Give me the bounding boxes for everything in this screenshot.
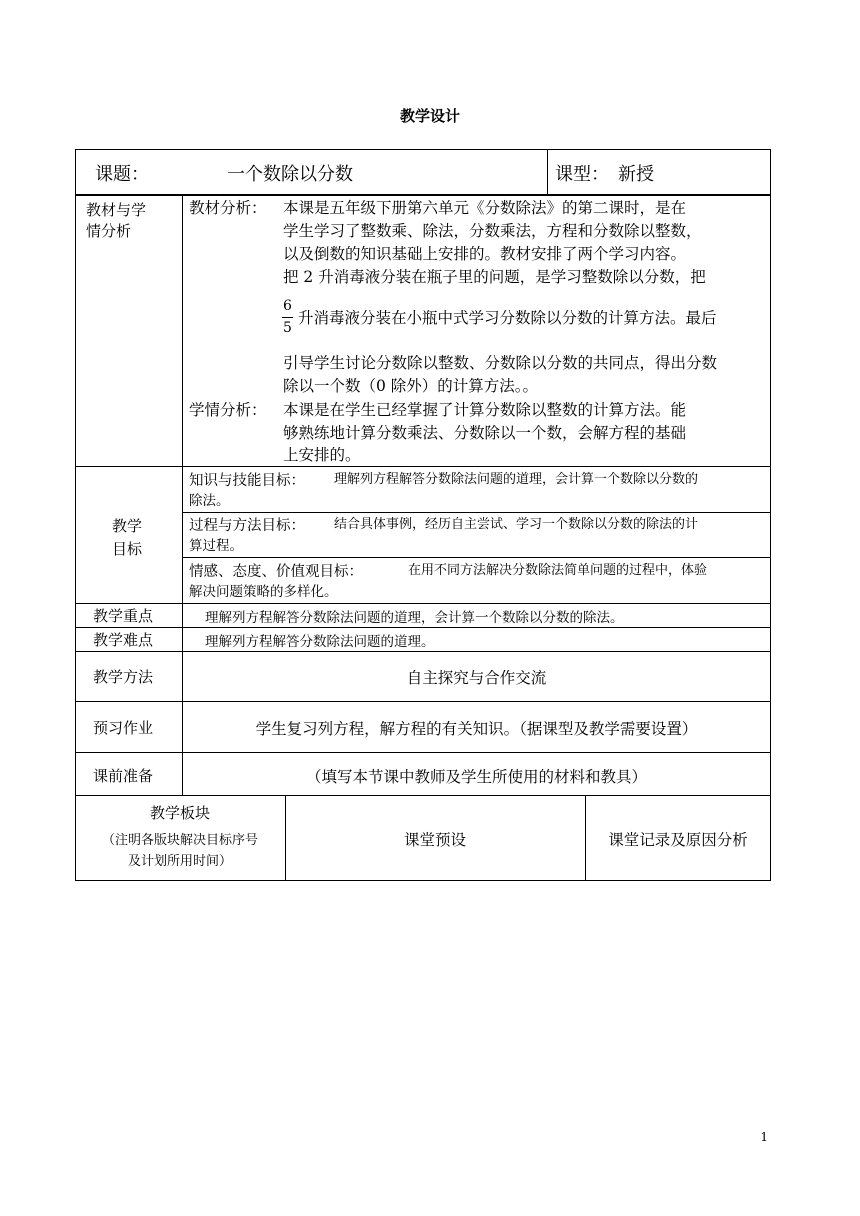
- key-point-label: 教学重点: [93, 607, 154, 625]
- homework-label: 预习作业: [93, 719, 154, 737]
- row-divider: [75, 795, 771, 796]
- class-plan-label: 课堂预设: [403, 831, 466, 849]
- goals-label-line1: 教学: [112, 517, 143, 535]
- text-line: 把 2 升消毒液分装在瓶子里的问题，是学习整数除以分数，把: [283, 268, 706, 286]
- teaching-block-note-line2: 及计划所用时间）: [127, 854, 232, 869]
- goal-divider-1: [182, 512, 771, 513]
- homework-value: 学生复习列方程，解方程的有关知识。（据课型及教学需要设置）: [255, 720, 698, 738]
- difficulty-label: 教学难点: [93, 631, 154, 649]
- row-divider: [75, 627, 771, 628]
- row-divider: [75, 651, 771, 652]
- text-line: 够熟练地计算分数乘法、分数除以一个数，会解方程的基础: [283, 424, 687, 442]
- document-title: 教学设计: [399, 107, 460, 125]
- goal-text: 理解列方程解答分数除法问题的道理，会计算一个数除以分数的: [334, 472, 699, 487]
- header-divider: [547, 149, 548, 195]
- page-number: 1: [760, 1130, 768, 1144]
- teaching-block-note-line1: （注明各版块解决目标序号: [101, 833, 258, 848]
- text-line: 以及倒数的知识基础上安排的。教材安排了两个学习内容。: [283, 245, 687, 263]
- text-line: 本课是五年级下册第六单元《分数除法》的第二课时，是在: [283, 199, 687, 217]
- preparation-value: （填写本节课中教师及学生所使用的材料和教具）: [305, 768, 647, 786]
- text-line: 除以一个数（0 除外）的计算方法。。: [283, 377, 539, 395]
- class-record-label: 课堂记录及原因分析: [608, 831, 748, 849]
- topic-value: 一个数除以分数: [227, 164, 353, 185]
- preparation-label: 课前准备: [93, 767, 154, 785]
- text-line: 本课是在学生已经掌握了计算分数除以整数的计算方法。能: [283, 401, 687, 419]
- row-divider: [75, 603, 771, 604]
- topic-label: 课题：: [95, 164, 149, 185]
- goal-divider-2: [182, 557, 771, 558]
- goal-text: 除法。: [189, 493, 230, 509]
- header-table: [75, 149, 771, 195]
- fraction-denominator: 5: [283, 320, 292, 336]
- row-divider: [75, 466, 771, 467]
- text-line: 升消毒液分装在小瓶中式学习分数除以分数的计算方法。最后: [298, 309, 717, 327]
- lesson-type-value: 新授: [618, 164, 654, 185]
- student-analysis-label: 学情分析：: [189, 401, 267, 419]
- textbook-analysis-label: 教材分析：: [189, 199, 267, 217]
- row-divider: [75, 752, 771, 753]
- label-column-divider: [182, 195, 183, 795]
- goals-label-line2: 目标: [112, 540, 143, 558]
- goal-text: 解决问题策略的多样化。: [189, 584, 338, 600]
- row-divider: [75, 701, 771, 702]
- text-line: 上安排的。: [283, 446, 361, 464]
- analysis-label-line2: 情分析: [86, 222, 132, 240]
- goal-text: 算过程。: [189, 538, 243, 554]
- lesson-type-label: 课型：: [555, 164, 609, 185]
- goal-heading: 情感、态度、价值观目标：: [189, 564, 363, 580]
- text-line: 引导学生讨论分数除以整数、分数除以分数的共同点，得出分数: [283, 354, 718, 372]
- fraction-bar: [282, 317, 293, 318]
- key-point-value: 理解列方程解答分数除法问题的道理，会计算一个数除以分数的除法。: [205, 610, 624, 626]
- goal-heading: 过程与方法目标：: [189, 518, 305, 534]
- difficulty-value: 理解列方程解答分数除法问题的道理。: [205, 634, 435, 650]
- fraction-numerator: 6: [283, 298, 292, 314]
- teaching-block-label: 教学板块: [149, 804, 210, 822]
- method-value: 自主探究与合作交流: [406, 669, 547, 687]
- method-label: 教学方法: [93, 668, 154, 686]
- analysis-label-line1: 教材与学: [86, 201, 147, 219]
- text-line: 学生学习了整数乘、除法，分数乘法，方程和分数除以整数，: [283, 222, 702, 240]
- goal-heading: 知识与技能目标：: [189, 473, 305, 489]
- goal-text: 在用不同方法解决分数除法简单问题的过程中，体验: [408, 563, 708, 578]
- goal-text: 结合具体事例，经历自主尝试、学习一个数除以分数的除法的计: [334, 517, 699, 532]
